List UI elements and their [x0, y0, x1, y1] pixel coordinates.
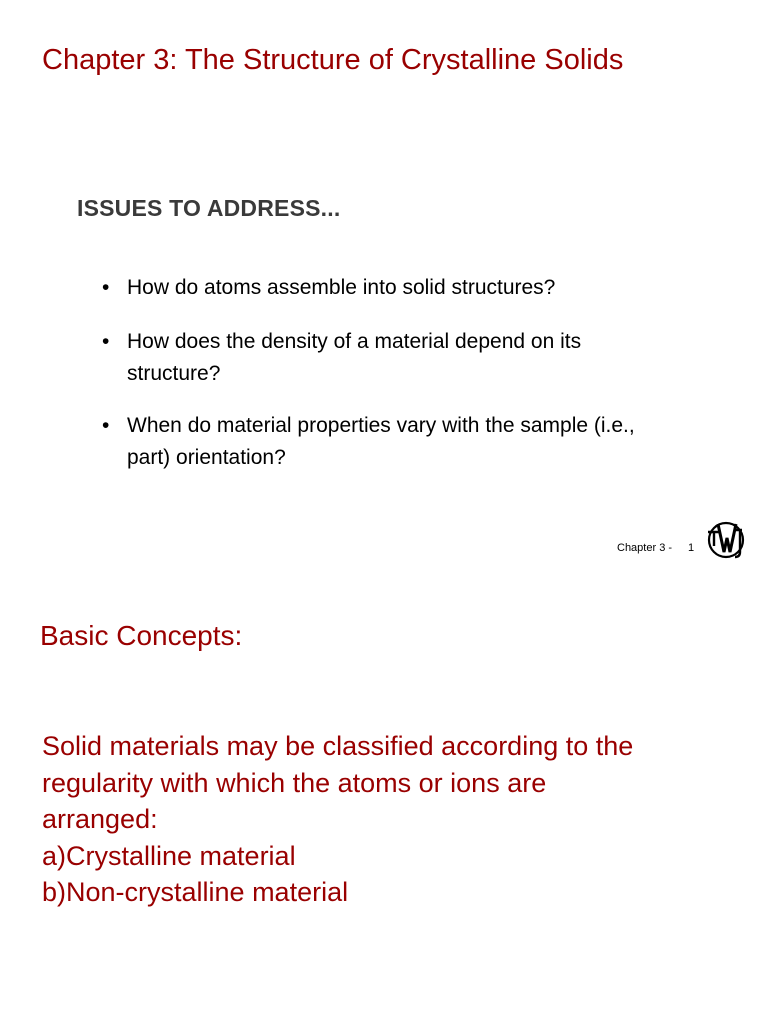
- slide-title: Chapter 3: The Structure of Crystalline Solids: [42, 44, 624, 76]
- section-body: [42, 728, 742, 911]
- bullet-text: When do material properties vary with the sample (i.e., part) orientation?: [127, 414, 635, 469]
- issues-bullet-list: [100, 272, 680, 474]
- bullet-item-orientation: [100, 410, 680, 474]
- wiley-logo-icon: [706, 518, 746, 562]
- section-heading: Basic Concepts:: [40, 620, 243, 651]
- body-line-option-b: b)Non-crystalline material: [42, 877, 349, 907]
- body-line: Solid materials may be classified according to the: [42, 731, 634, 761]
- issues-heading: ISSUES TO ADDRESS...: [77, 195, 341, 221]
- body-line: regularity with which the atoms or ions are: [42, 767, 547, 798]
- bullet-text: How does the density of a material depend on its structure?: [127, 330, 582, 385]
- page-number: 1: [688, 542, 695, 554]
- bullet-dot-icon: •: [102, 414, 110, 437]
- body-line: arranged:: [42, 804, 158, 834]
- page-label: Chapter 3 -: [617, 542, 673, 554]
- bullet-item-density: [100, 326, 680, 390]
- body-line-option-a: a)Crystalline material: [42, 840, 296, 871]
- bullet-text: How do atoms assemble into solid structures?: [127, 276, 556, 299]
- bullet-dot-icon: •: [102, 330, 110, 353]
- slide-footer: [612, 515, 752, 565]
- bullet-dot-icon: •: [102, 276, 110, 299]
- bullet-item-atoms-assemble: [100, 272, 680, 304]
